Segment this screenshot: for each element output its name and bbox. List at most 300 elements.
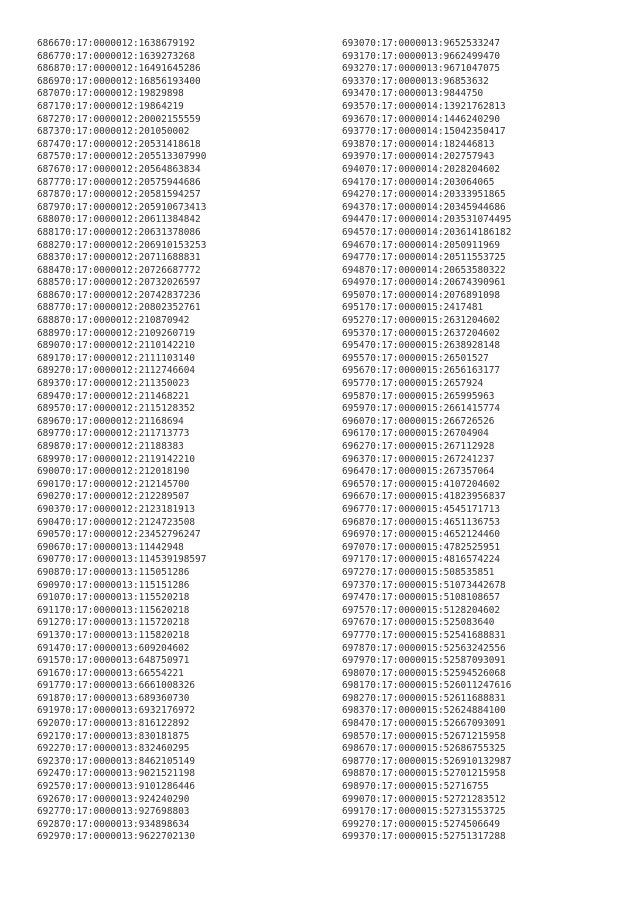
row-number: 6936 [342,113,365,125]
cadastral-number: 70:17:0000013:832 [59,743,156,755]
cadastral-number: 70:17:0000015:4782 [364,541,467,553]
cadastral-number: 70:17:0000012:2080 [59,302,162,314]
list-item [342,416,511,429]
list-item [342,252,511,265]
row-number: 6893 [37,378,60,390]
cadastral-number: 70:17:0000015:5275 [364,831,467,843]
value: 204602 [155,642,190,654]
value: 204602 [466,478,501,490]
value: 70942 [161,315,190,327]
cadastral-number: 70:17:0000012:2056 [59,163,162,175]
list-item [342,378,511,391]
list-item [342,126,511,139]
row-number: 6930 [342,38,365,49]
cadastral-number: 70:17:0000012:2114 [59,390,162,402]
cadastral-number: 70:17:0000012:2115 [59,403,162,415]
value: 204602 [466,327,501,339]
row-number: 6977 [342,629,365,641]
value: 4390961 [466,277,506,289]
list-item [342,605,511,618]
list-item [342,705,511,718]
list-item [37,302,206,315]
row-number: 6990 [342,793,365,805]
list-item [342,592,511,605]
list-item [37,517,206,530]
value: 20218 [161,592,190,604]
list-item [342,227,511,240]
value: 8383 [161,441,184,452]
row-number: 6875 [37,151,60,163]
value: 124460 [466,529,501,541]
row-number: 6909 [37,579,60,591]
list-item [37,718,206,731]
list-item [37,743,206,756]
cadastral-number: 70:17:0000015:5254 [364,629,467,641]
value: 1594257 [161,189,201,201]
list-item [342,365,511,378]
row-number: 6922 [37,743,60,755]
row-number: 6873 [37,126,60,138]
value: 2702130 [155,831,196,843]
row-number: 6889 [37,327,60,339]
row-number: 6934 [342,88,365,100]
cadastral-number: 70:17:0000014:1392 [364,100,467,112]
row-number: 6992 [342,818,365,830]
row-number: 6968 [342,516,365,528]
cadastral-number: 70:17:0000012:2116 [59,415,162,427]
left-column [37,38,206,844]
list-item [37,806,206,819]
value: 273268 [161,50,196,62]
value: 83640 [466,617,495,629]
row-number: 6960 [342,415,365,427]
value: 50002 [161,126,190,138]
value: 122892 [155,718,190,730]
value: 51286 [161,566,190,578]
list-item [342,517,511,530]
value: 7093091 [466,655,506,667]
row-number: 6884 [37,264,60,276]
cadastral-number: 70:17:0000015:2637 [364,327,467,339]
list-item [37,479,206,492]
row-number: 6991 [342,806,365,818]
list-item [342,743,511,756]
list-item [342,567,511,580]
list-item [37,177,206,190]
row-number: 6872 [37,113,60,125]
value: 1688831 [466,629,506,641]
cadastral-number: 70:17:0000013:927 [59,806,156,818]
list-item [37,504,206,517]
row-number: 6888 [37,315,60,327]
row-number: 6950 [342,289,365,301]
cadastral-number: 70:17:0000012:1649 [59,63,162,75]
row-number: 6959 [342,403,365,415]
list-item [37,781,206,794]
row-number: 6874 [37,138,60,150]
list-item [37,567,206,580]
cadastral-number: 70:17:0000015:2650 [364,352,467,364]
list-item [342,139,511,152]
cadastral-number: 70:17:0000015:2671 [364,441,467,452]
value: 1283512 [466,793,506,805]
list-item [37,378,206,391]
row-number: 6894 [37,390,60,402]
cadastral-number: 70:17:0000013:816 [59,718,156,730]
list-item [37,756,206,769]
value: 35851 [466,566,495,578]
list-item [342,340,511,353]
value: 2948 [161,541,184,553]
list-item [37,76,206,89]
cadastral-number: 70:17:0000015:2657 [364,378,467,390]
row-number: 6985 [342,730,365,742]
row-number: 6935 [342,100,365,112]
list-item [37,391,206,404]
row-number: 6966 [342,491,365,503]
row-number: 6867 [37,50,60,62]
cadastral-number: 70:17:0000013:665 [59,667,156,679]
value: 4904 [466,428,489,440]
list-item [37,101,206,114]
cadastral-number: 70:17:0000015:4182 [364,491,467,503]
list-item [342,580,511,593]
cadastral-number: 70:17:0000014:1446 [364,113,467,125]
row-number: 6917 [37,680,60,692]
value: 64065 [466,176,495,188]
list-item [342,428,511,441]
value: 2176972 [155,705,196,717]
row-number: 6988 [342,768,365,780]
list-item [37,139,206,152]
list-item [37,202,206,215]
cadastral-number: 70:17:0000013:1156 [59,604,162,616]
row-number: 6913 [37,629,60,641]
list-item [37,227,206,240]
cadastral-number: 70:17:0000015:5270 [364,768,467,780]
list-item [342,240,511,253]
value: 5944686 [161,176,201,188]
cadastral-number: 70:17:0000013:934 [59,818,156,830]
cadastral-number: 70:17:0000013:966 [364,50,461,62]
list-item [37,365,206,378]
row-number: 6870 [37,88,60,100]
row-number: 6938 [342,138,365,150]
cadastral-number: 70:17:0000012:2069 [59,239,162,251]
value: 6687772 [161,264,201,276]
cadastral-number: 70:17:0000013:967 [364,63,461,75]
value: 181875 [155,730,190,742]
value: 10132987 [466,755,512,767]
cadastral-number: 70:17:0000012:2108 [59,315,162,327]
row-number: 6885 [37,277,60,289]
row-number: 6911 [37,604,60,616]
value: 10673413 [161,201,207,213]
row-number: 6970 [342,541,365,553]
row-number: 6866 [37,38,60,49]
value: 924 [466,378,484,390]
row-number: 6951 [342,302,365,314]
row-number: 6876 [37,163,60,175]
value: 1286446 [155,781,196,793]
row-number: 6937 [342,126,365,138]
cadastral-number: 70:17:0000013:666 [59,680,156,692]
cadastral-number: 70:17:0000015:4651 [364,516,467,528]
value: 8694 [161,415,184,427]
value: 3956837 [466,491,506,503]
cadastral-number: 70:17:0000015:2417 [364,302,467,314]
row-number: 6943 [342,201,365,213]
row-number: 6967 [342,503,365,515]
cadastral-number: 70:17:0000012:2072 [59,264,162,276]
row-number: 6952 [342,315,365,327]
cadastral-number: 70:17:0000014:2035 [364,214,467,226]
value: 103140 [161,352,196,364]
cadastral-number: 70:17:0000013:965 [364,38,461,49]
cadastral-number: 70:17:0000015:2659 [364,390,467,402]
row-number: 6871 [37,100,60,112]
row-number: 6980 [342,667,365,679]
row-number: 6891 [37,352,60,364]
list-item [37,554,206,567]
row-number: 6989 [342,781,365,793]
cadastral-number: 70:17:0000015:5274 [364,818,467,830]
row-number: 6969 [342,529,365,541]
list-item [342,718,511,731]
cadastral-number: 70:17:0000013:693 [59,705,156,717]
cadastral-number: 70:17:0000012:2058 [59,189,162,201]
value: 57943 [466,151,495,163]
list-item [37,151,206,164]
value: 2350417 [466,126,506,138]
row-number: 6940 [342,163,365,175]
cadastral-number: 70:17:0000013:962 [59,831,156,843]
value: 1215958 [466,730,506,742]
value: 4526068 [466,667,506,679]
list-item [342,693,511,706]
value: 1688831 [161,252,201,264]
list-item [342,315,511,328]
cadastral-number: 70:17:0000012:2124 [59,516,162,528]
cadastral-number: 70:17:0000012:1986 [59,100,162,112]
row-number: 6963 [342,453,365,465]
value: 142210 [161,453,196,465]
list-item [37,428,206,441]
list-item [37,252,206,265]
row-number: 6978 [342,642,365,654]
list-item [342,454,511,467]
cadastral-number: 70:17:0000015:2631 [364,315,467,327]
value: 41237 [466,453,495,465]
list-item [342,504,511,517]
cadastral-number: 70:17:0000013:1157 [59,617,162,629]
cadastral-number: 70:17:0000013:648 [59,655,156,667]
list-item [37,114,206,127]
row-number: 6948 [342,264,365,276]
row-number: 6979 [342,655,365,667]
list-item [342,189,511,202]
cadastral-number: 70:17:0000012:2117 [59,428,162,440]
list-item [342,353,511,366]
cadastral-number: 70:17:0000012:1638 [59,38,162,49]
value: 20218 [161,629,190,641]
cadastral-number: 70:17:0000015:4545 [364,503,467,515]
value: 20218 [161,604,190,616]
row-number: 6881 [37,226,60,238]
cadastral-number: 70:17:0000013:689 [59,692,156,704]
cadastral-number: 70:17:0000012:2053 [59,138,162,150]
cadastral-number: 70:17:0000014:2050 [364,239,467,251]
row-number: 6890 [37,340,60,352]
value: 2155559 [161,113,201,125]
row-number: 6939 [342,151,365,163]
list-item [37,265,206,278]
cadastral-number: 70:17:0000015:5268 [364,743,467,755]
row-number: 6899 [37,453,60,465]
value: 5944686 [466,201,506,213]
cadastral-number: 70:17:0000014:2051 [364,252,467,264]
cadastral-number: 70:17:0000012:2118 [59,441,162,452]
row-number: 6879 [37,201,60,213]
list-item [37,328,206,341]
cadastral-number: 70:17:0000012:2120 [59,466,162,478]
value: 50023 [161,378,190,390]
list-item [342,491,511,504]
value: 3951865 [466,189,506,201]
row-number: 6953 [342,327,365,339]
list-item [37,214,206,227]
cadastral-number: 70:17:0000015:2672 [364,453,467,465]
list-item [342,302,511,315]
list-item [37,630,206,643]
value: 1527 [466,352,489,364]
list-item [37,441,206,454]
list-item [342,655,511,668]
cadastral-number: 70:17:0000015:5128 [364,604,467,616]
value: 3580322 [466,264,506,276]
list-item [37,617,206,630]
list-item [37,680,206,693]
cadastral-number: 70:17:0000013:1150 [59,566,162,578]
cadastral-number: 70:17:0000014:2030 [364,176,467,188]
list-item [342,680,511,693]
row-number: 6945 [342,226,365,238]
row-number: 6896 [37,415,60,427]
value: 3242556 [466,642,506,654]
value: 7093091 [466,718,506,730]
value: 13773 [161,428,190,440]
cadastral-number: 70:17:0000015:2673 [364,466,467,478]
row-number: 6918 [37,692,60,704]
row-number: 6897 [37,428,60,440]
value: 723508 [161,516,196,528]
row-number: 6882 [37,239,60,251]
value: 89507 [161,491,190,503]
cadastral-number: 70:17:0000015:5108 [364,592,467,604]
row-number: 6910 [37,592,60,604]
value: 171713 [466,503,501,515]
cadastral-number: 70:17:0000015:2670 [364,428,467,440]
list-item [37,668,206,681]
cadastral-number: 70:17:0000015:2638 [364,340,467,352]
cadastral-number: 70:17:0000013:609 [59,642,156,654]
row-number: 6956 [342,365,365,377]
list-item [342,768,511,781]
row-number: 6877 [37,176,60,188]
row-number: 6915 [37,655,60,667]
value: 46813 [466,138,495,150]
list-item [37,416,206,429]
value: 1384842 [161,214,201,226]
list-item [37,189,206,202]
row-number: 6971 [342,554,365,566]
cadastral-number: 70:17:0000014:2036 [364,226,467,238]
cadastral-number: 70:17:0000014:2067 [364,277,467,289]
cadastral-number: 70:17:0000014:1824 [364,138,467,150]
value: 4219 [161,100,184,112]
value: 481 [466,302,484,314]
value: 891098 [466,289,501,301]
row-number: 6942 [342,189,365,201]
row-number: 6964 [342,466,365,478]
value: 12928 [466,441,495,452]
cadastral-number: 70:17:0000015:5085 [364,566,467,578]
row-number: 6892 [37,365,60,377]
cadastral-number: 70:17:0000015:5267 [364,730,467,742]
row-number: 6965 [342,478,365,490]
cadastral-number: 70:17:0000014:2033 [364,189,467,201]
value: 95963 [466,390,495,402]
value: 6755 [466,781,489,793]
value: 1008326 [155,680,196,692]
row-number: 6907 [37,554,60,566]
value: 18190 [161,466,190,478]
value: 1553725 [466,806,506,818]
row-number: 6941 [342,176,365,188]
list-item [342,202,511,215]
cadastral-number: 70:17:0000014:1504 [364,126,467,138]
cadastral-number: 70:17:0000013:910 [59,781,156,793]
cadastral-number: 70:17:0000014:2034 [364,201,467,213]
value: 2499470 [460,50,501,62]
row-number: 6944 [342,214,365,226]
list-item [37,164,206,177]
value: 2105149 [155,755,196,767]
value: 1762813 [466,100,506,112]
value: 9898 [161,88,184,100]
list-item [37,126,206,139]
list-item [342,63,511,76]
cadastral-number: 70:17:0000015:5259 [364,667,467,679]
value: 911969 [466,239,501,251]
value: 1418618 [161,138,201,150]
list-item [37,315,206,328]
cadastral-number: 70:17:0000012:2112 [59,365,162,377]
cadastral-number: 70:17:0000012:1685 [59,75,162,87]
list-item [37,819,206,832]
value: 360730 [155,692,190,704]
list-item [342,479,511,492]
value: 6755325 [466,743,506,755]
value: 750971 [155,655,190,667]
row-number: 6928 [37,818,60,830]
value: 415774 [466,403,501,415]
value: 31074495 [466,214,512,226]
cadastral-number: 70:17:0000014:2076 [364,289,467,301]
list-item [342,630,511,643]
cadastral-number: 70:17:0000012:2119 [59,453,162,465]
cadastral-number: 70:17:0000012:2063 [59,226,162,238]
